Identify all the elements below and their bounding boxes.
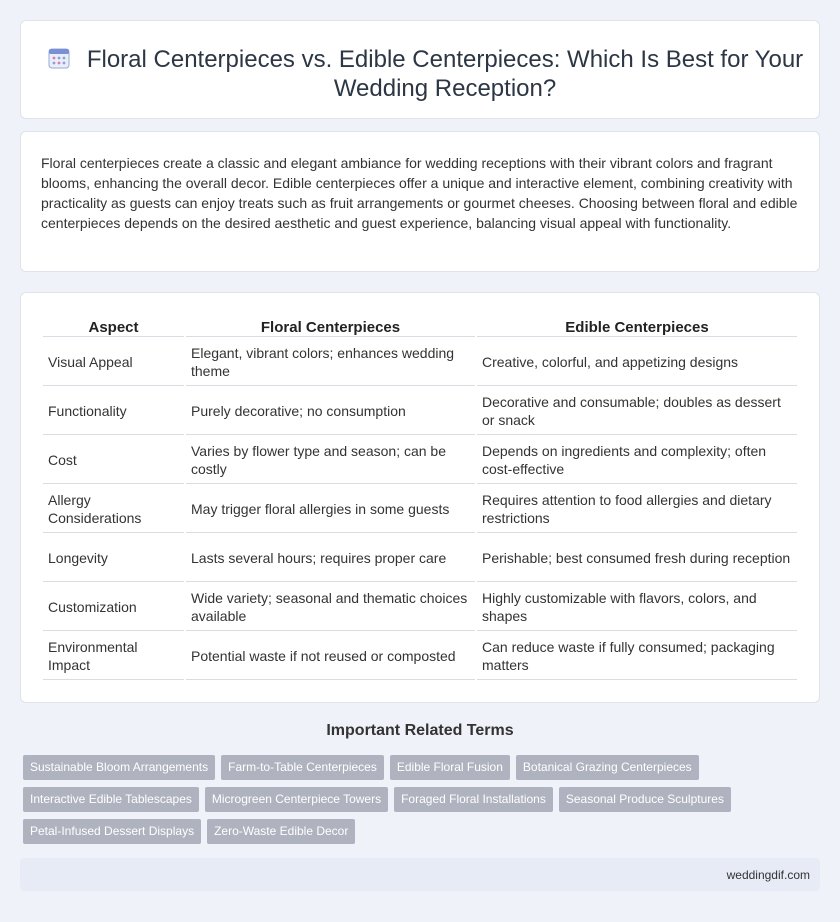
footer (20, 858, 820, 891)
tag-row (23, 755, 823, 780)
related-term-tag[interactable]: Foraged Floral Installations (394, 787, 553, 812)
table-cell: Wide variety; seasonal and thematic choices available (186, 584, 475, 631)
related-term-tag[interactable]: Interactive Edible Tablescapes (23, 787, 199, 812)
table-row (43, 339, 797, 386)
related-term-tag[interactable]: Microgreen Centerpiece Towers (205, 787, 388, 812)
table-cell: Functionality (43, 388, 184, 435)
table-cell: Elegant, vibrant colors; enhances wedding theme (186, 339, 475, 386)
column-header-edible: Edible Centerpieces (477, 315, 797, 337)
table-cell: May trigger floral allergies in some guests (186, 486, 475, 533)
table-cell: Potential waste if not reused or composted (186, 633, 475, 680)
tag-row (23, 787, 823, 812)
summary-paragraph: Floral centerpieces create a classic and elegant ambiance for wedding receptions with their vibrant colors and fragrant blooms, enhancing the overall decor. Edible centerpieces offer a unique and interactive element, combining creativity with practicality as guests can enjoy treats such as fruit arrangements or gourmet cheeses. Choosing between floral and edible centerpieces depends on the desired aesthetic and guest experience, balancing visual appeal with functionality. (41, 155, 798, 231)
related-term-tag[interactable]: Seasonal Produce Sculptures (559, 787, 731, 812)
column-header-floral: Floral Centerpieces (186, 315, 475, 337)
table-row (43, 584, 797, 631)
related-term-tag[interactable]: Edible Floral Fusion (390, 755, 510, 780)
table-cell: Decorative and consumable; doubles as dessert or snack (477, 388, 797, 435)
table-cell: Varies by flower type and season; can be costly (186, 437, 475, 484)
table-row (43, 535, 797, 582)
calendar-icon (47, 46, 71, 70)
table-cell: Can reduce waste if fully consumed; packaging matters (477, 633, 797, 680)
related-terms-tags (23, 755, 823, 851)
table-cell: Highly customizable with flavors, colors, and shapes (477, 584, 797, 631)
table-header-row (43, 315, 797, 337)
comparison-table (41, 313, 799, 682)
comparison-table-card (20, 292, 820, 703)
related-term-tag[interactable]: Sustainable Bloom Arrangements (23, 755, 215, 780)
table-row (43, 633, 797, 680)
column-header-aspect: Aspect (43, 315, 184, 337)
table-cell: Visual Appeal (43, 339, 184, 386)
related-term-tag[interactable]: Botanical Grazing Centerpieces (516, 755, 699, 780)
page-title: Floral Centerpieces vs. Edible Centerpieces: Which Is Best for Your Wedding Reception? (86, 46, 804, 102)
tag-row (23, 819, 823, 844)
table-cell: Environmental Impact (43, 633, 184, 680)
footer-site-link[interactable]: weddingdif.com (726, 868, 810, 882)
table-cell: Longevity (43, 535, 184, 582)
table-cell: Purely decorative; no consumption (186, 388, 475, 435)
table-row (43, 437, 797, 484)
related-term-tag[interactable]: Zero-Waste Edible Decor (207, 819, 355, 844)
table-cell: Requires attention to food allergies and dietary restrictions (477, 486, 797, 533)
table-cell: Depends on ingredients and complexity; often cost-effective (477, 437, 797, 484)
related-term-tag[interactable]: Farm-to-Table Centerpieces (221, 755, 384, 780)
table-row (43, 486, 797, 533)
table-cell: Perishable; best consumed fresh during reception (477, 535, 797, 582)
related-term-tag[interactable]: Petal-Infused Dessert Displays (23, 819, 201, 844)
header-card (20, 20, 820, 119)
table-cell: Cost (43, 437, 184, 484)
table-row (43, 388, 797, 435)
table-cell: Creative, colorful, and appetizing designs (477, 339, 797, 386)
table-cell: Lasts several hours; requires proper care (186, 535, 475, 582)
related-terms-title: Important Related Terms (326, 722, 514, 739)
summary-card (20, 131, 820, 272)
table-cell: Allergy Considerations (43, 486, 184, 533)
table-cell: Customization (43, 584, 184, 631)
